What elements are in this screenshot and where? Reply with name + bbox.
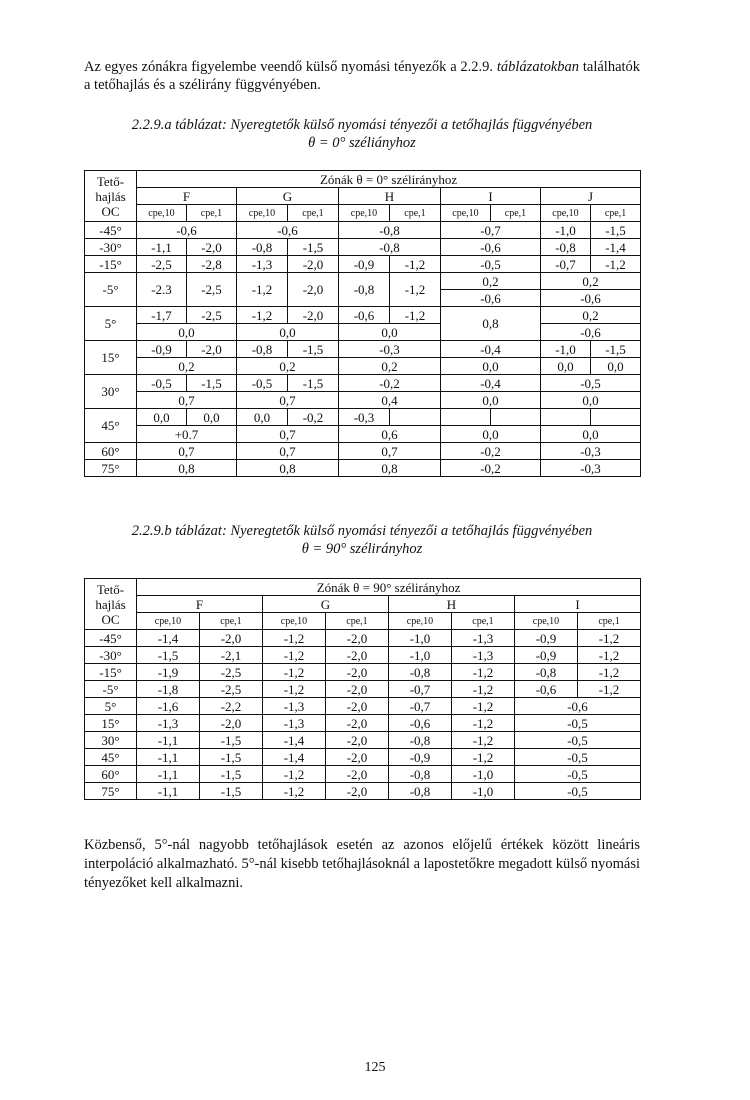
value-cell: -1,0 (452, 766, 515, 783)
sub-cpe1: cpe,1 (288, 205, 339, 222)
value-cell: -1,2 (263, 630, 326, 647)
value-cell: -2,0 (288, 273, 339, 307)
table-row (85, 749, 641, 766)
value-cell: -1,0 (389, 630, 452, 647)
angle-header (85, 579, 137, 630)
angle-cell: 15° (85, 715, 137, 732)
value-cell: -1,2 (578, 664, 641, 681)
angle-header-line2: hajlás (95, 188, 126, 204)
value-cell: -1,5 (288, 375, 339, 392)
zone-header: Zónák θ = 90° szélirányhoz (137, 579, 641, 596)
value-cell: -0,5 (515, 783, 641, 800)
value-cell: -1,1 (137, 783, 200, 800)
angle-cell: 45° (85, 409, 137, 443)
value-cell: -2,5 (187, 307, 237, 324)
zone-g: G (263, 596, 389, 613)
empty-cell (591, 409, 641, 426)
value-cell: -0,5 (515, 749, 641, 766)
table-row (85, 409, 641, 426)
value-cell: -2,0 (326, 766, 389, 783)
value-cell: -1,0 (452, 783, 515, 800)
table-row (85, 783, 641, 800)
angle-cell: -15° (85, 256, 137, 273)
value-cell: -2,0 (326, 783, 389, 800)
value-cell: 0,2 (541, 307, 641, 324)
value-cell: 0,0 (541, 358, 591, 375)
value-cell: +0.7 (137, 426, 237, 443)
angle-cell: -45° (85, 630, 137, 647)
value-cell: -0,6 (389, 715, 452, 732)
value-cell: -1,3 (263, 698, 326, 715)
value-cell: -2,1 (200, 647, 263, 664)
table-row (85, 766, 641, 783)
angle-cell: 75° (85, 783, 137, 800)
table-row (85, 222, 641, 239)
page-number: 125 (364, 1060, 386, 1075)
value-cell: -1,1 (137, 239, 187, 256)
value-cell: -2,0 (187, 341, 237, 358)
table-b-caption-line2: θ = 90° szélirányhoz (301, 541, 423, 557)
value-cell: -1,2 (263, 664, 326, 681)
value-cell: -1,2 (452, 715, 515, 732)
value-cell: -0,8 (389, 732, 452, 749)
table-row (85, 664, 641, 681)
angle-cell: 5° (85, 698, 137, 715)
table-row (85, 392, 641, 409)
value-cell: 0,8 (137, 460, 237, 477)
value-cell: 0,7 (137, 392, 237, 409)
value-cell: -0,8 (339, 222, 441, 239)
value-cell: -0,6 (339, 307, 390, 324)
sub-cpe10: cpe,10 (541, 205, 591, 222)
value-cell: 0,6 (339, 426, 441, 443)
angle-cell: 45° (85, 749, 137, 766)
table-row (85, 715, 641, 732)
value-cell: -1,5 (591, 341, 641, 358)
value-cell: -2,5 (200, 681, 263, 698)
value-cell: -0,6 (541, 290, 641, 307)
value-cell: -1,2 (578, 681, 641, 698)
value-cell: -1,2 (390, 307, 441, 324)
value-cell: -0,3 (339, 341, 441, 358)
value-cell: -1,5 (200, 749, 263, 766)
value-cell: -1,2 (452, 698, 515, 715)
value-cell: -1,5 (200, 766, 263, 783)
value-cell: -0,8 (515, 664, 578, 681)
value-cell: -0,9 (339, 256, 390, 273)
zone-g: G (237, 188, 339, 205)
value-cell: -0,8 (237, 239, 288, 256)
value-cell: 0,0 (137, 324, 237, 341)
value-cell: -1,2 (263, 766, 326, 783)
table-row (85, 698, 641, 715)
value-cell: -2,0 (200, 715, 263, 732)
value-cell: -1,2 (578, 647, 641, 664)
value-cell: -0,5 (137, 375, 187, 392)
value-cell: -0,9 (389, 749, 452, 766)
value-cell: -0,6 (441, 290, 541, 307)
value-cell: -1,3 (263, 715, 326, 732)
value-cell: -1,0 (389, 647, 452, 664)
value-cell: -0,5 (441, 256, 541, 273)
table-row (85, 239, 641, 256)
zone-h: H (339, 188, 441, 205)
zone-j: J (541, 188, 641, 205)
value-cell: -0,6 (441, 239, 541, 256)
table-b-caption (84, 522, 640, 558)
angle-cell: -30° (85, 647, 137, 664)
value-cell: -2,0 (288, 256, 339, 273)
value-cell: -2,5 (187, 273, 237, 307)
value-cell: -2,0 (326, 647, 389, 664)
value-cell: -0,7 (389, 681, 452, 698)
value-cell: -1,5 (591, 222, 641, 239)
zone-f: F (137, 188, 237, 205)
value-cell: -0,5 (515, 715, 641, 732)
sub-cpe10: cpe,10 (441, 205, 491, 222)
value-cell: -1,2 (390, 273, 441, 307)
value-cell: 0,0 (591, 358, 641, 375)
table-row (85, 307, 641, 324)
table-row (85, 324, 641, 341)
value-cell: 0,2 (541, 273, 641, 290)
value-cell: 0,0 (137, 409, 187, 426)
angle-cell: -5° (85, 681, 137, 698)
value-cell: -0,8 (541, 239, 591, 256)
value-cell: -0,8 (389, 664, 452, 681)
intro-text-italic: táblázatokban (496, 59, 580, 75)
table-a-caption-line1: 2.2.9.a táblázat: Nyeregtetők külső nyomási tényezői a tetőhajlás függvényében (131, 117, 593, 133)
sub-cpe1: cpe,1 (187, 205, 237, 222)
footer-paragraph: Közbenső, 5°-nál nagyobb tetőhajlások esetén az azonos előjelű értékek között lineáris interpoláció alkalmazható. 5°-nál kisebb tetőhajlásoknál a lapostetőkre megadott külső nyomási tényezőket kell alkalmazni. (84, 837, 640, 891)
table-b (84, 578, 641, 800)
value-cell: -0,9 (515, 647, 578, 664)
table-b-caption-line1: 2.2.9.b táblázat: Nyeregtetők külső nyomási tényezői a tetőhajlás függvényében (131, 523, 593, 539)
value-cell: -0,3 (339, 409, 390, 426)
value-cell: -1,2 (263, 647, 326, 664)
value-cell: -1,1 (137, 766, 200, 783)
value-cell: -1,3 (237, 256, 288, 273)
angle-cell: 30° (85, 375, 137, 409)
empty-cell (441, 409, 491, 426)
sub-cpe1: cpe,1 (491, 205, 541, 222)
value-cell: -2,2 (200, 698, 263, 715)
value-cell: 0,8 (441, 307, 541, 341)
value-cell: -0,6 (541, 324, 641, 341)
value-cell: -2,0 (326, 698, 389, 715)
value-cell: -0,2 (339, 375, 441, 392)
value-cell: -0,5 (237, 375, 288, 392)
value-cell: 0,7 (237, 426, 339, 443)
value-cell: -1,7 (137, 307, 187, 324)
table-row (85, 732, 641, 749)
value-cell: 0,2 (441, 273, 541, 290)
angle-cell: 60° (85, 766, 137, 783)
value-cell: 0,0 (441, 358, 541, 375)
value-cell: 0,7 (237, 392, 339, 409)
value-cell: -0,6 (515, 698, 641, 715)
angle-header-line3: OC (101, 611, 120, 627)
value-cell: 0,2 (137, 358, 237, 375)
sub-cpe1: cpe,1 (390, 205, 441, 222)
value-cell: -0,8 (339, 239, 441, 256)
angle-header (85, 171, 137, 222)
value-cell: -1,8 (137, 681, 200, 698)
value-cell: -2,0 (326, 664, 389, 681)
value-cell: -2,0 (326, 749, 389, 766)
value-cell: -0,2 (288, 409, 339, 426)
value-cell: 0,8 (339, 460, 441, 477)
value-cell: -2.3 (137, 273, 187, 307)
value-cell: 0,7 (339, 443, 441, 460)
sub-cpe10: cpe,10 (137, 613, 200, 630)
value-cell: -1,2 (452, 749, 515, 766)
empty-cell (390, 409, 441, 426)
value-cell: -1,5 (137, 647, 200, 664)
value-cell: -0,4 (441, 375, 541, 392)
angle-cell: 5° (85, 307, 137, 341)
value-cell: -1,6 (137, 698, 200, 715)
table-a-caption (84, 116, 640, 152)
value-cell: -1,3 (452, 630, 515, 647)
value-cell: -0,3 (541, 443, 641, 460)
value-cell: 0,0 (541, 426, 641, 443)
value-cell: 0,8 (237, 460, 339, 477)
value-cell: -0,2 (441, 443, 541, 460)
angle-header-line2: hajlás (95, 596, 126, 612)
intro-text-1: Az egyes zónákra figyelembe veendő külső nyomási tényezők a 2.2.9. (84, 59, 494, 75)
table-row (85, 630, 641, 647)
value-cell: -1,4 (263, 732, 326, 749)
table-row (85, 358, 641, 375)
sub-cpe1: cpe,1 (591, 205, 641, 222)
value-cell: -1,5 (200, 732, 263, 749)
sub-cpe10: cpe,10 (515, 613, 578, 630)
zone-f: F (137, 596, 263, 613)
value-cell: -0,6 (515, 681, 578, 698)
value-cell: -0,4 (441, 341, 541, 358)
value-cell: -2,0 (326, 630, 389, 647)
value-cell: -1,2 (452, 732, 515, 749)
value-cell: 0,0 (187, 409, 237, 426)
value-cell: -1,5 (200, 783, 263, 800)
value-cell: -2,0 (200, 630, 263, 647)
value-cell: -1,4 (137, 630, 200, 647)
value-cell: 0,0 (237, 324, 339, 341)
value-cell: -2,0 (326, 732, 389, 749)
table-row (85, 256, 641, 273)
zone-i: I (441, 188, 541, 205)
value-cell: 0,4 (339, 392, 441, 409)
value-cell: -0,5 (541, 375, 641, 392)
value-cell: 0,2 (339, 358, 441, 375)
table-row (85, 375, 641, 392)
angle-header-line1: Tető- (96, 581, 125, 597)
value-cell: -1,0 (541, 341, 591, 358)
value-cell: -0,5 (515, 766, 641, 783)
value-cell: -1,2 (452, 681, 515, 698)
value-cell: -0,7 (541, 256, 591, 273)
angle-cell: -45° (85, 222, 137, 239)
value-cell: -2,5 (200, 664, 263, 681)
angle-header-line1: Tető- (96, 173, 125, 189)
empty-cell (541, 409, 591, 426)
value-cell: -1,3 (452, 647, 515, 664)
value-cell: -1,5 (288, 341, 339, 358)
value-cell: -0,8 (389, 783, 452, 800)
value-cell: 0,7 (237, 443, 339, 460)
angle-cell: 30° (85, 732, 137, 749)
value-cell: 0,0 (441, 392, 541, 409)
value-cell: -0,8 (339, 273, 390, 307)
angle-cell: 60° (85, 443, 137, 460)
value-cell: -0,5 (515, 732, 641, 749)
value-cell: -0,9 (137, 341, 187, 358)
table-row (85, 273, 641, 290)
value-cell: -0,7 (389, 698, 452, 715)
value-cell: -1,5 (288, 239, 339, 256)
table-row (85, 341, 641, 358)
value-cell: -2,0 (326, 681, 389, 698)
sub-cpe1: cpe,1 (326, 613, 389, 630)
value-cell: -1,2 (591, 256, 641, 273)
value-cell: -0,6 (237, 222, 339, 239)
empty-cell (491, 409, 541, 426)
angle-cell: -5° (85, 273, 137, 307)
value-cell: -1,0 (541, 222, 591, 239)
value-cell: -1,2 (578, 630, 641, 647)
value-cell: -1,2 (452, 664, 515, 681)
table-row (85, 647, 641, 664)
table-a (84, 170, 641, 477)
value-cell: 0,0 (541, 392, 641, 409)
sub-cpe10: cpe,10 (137, 205, 187, 222)
table-a-caption-line2: θ = 0° széliányhoz (308, 135, 416, 151)
value-cell: 0,7 (137, 443, 237, 460)
sub-cpe10: cpe,10 (237, 205, 288, 222)
angle-cell: -15° (85, 664, 137, 681)
value-cell: -0,8 (389, 766, 452, 783)
value-cell: -1,2 (390, 256, 441, 273)
table-row (85, 681, 641, 698)
zone-i: I (515, 596, 641, 613)
intro-text-2: találhatók a tetőhajlás és a szélirány függvényében. (84, 59, 641, 93)
value-cell: -1,2 (263, 681, 326, 698)
table-row (85, 460, 641, 477)
value-cell: -1,9 (137, 664, 200, 681)
zone-header: Zónák θ = 0° szélirányhoz (137, 171, 641, 188)
value-cell: -0,8 (237, 341, 288, 358)
value-cell: -1,1 (137, 732, 200, 749)
value-cell: -2,0 (288, 307, 339, 324)
intro-paragraph (84, 58, 640, 94)
table-row (85, 426, 641, 443)
zone-h: H (389, 596, 515, 613)
value-cell: -0,6 (137, 222, 237, 239)
table-row (85, 443, 641, 460)
value-cell: -0,3 (541, 460, 641, 477)
sub-cpe1: cpe,1 (452, 613, 515, 630)
value-cell: -0,2 (441, 460, 541, 477)
value-cell: -2,5 (137, 256, 187, 273)
value-cell: -1,3 (137, 715, 200, 732)
value-cell: -2,0 (326, 715, 389, 732)
sub-cpe10: cpe,10 (389, 613, 452, 630)
value-cell: -2,8 (187, 256, 237, 273)
value-cell: 0,0 (339, 324, 441, 341)
angle-cell: -30° (85, 239, 137, 256)
value-cell: -1,2 (263, 783, 326, 800)
angle-cell: 15° (85, 341, 137, 375)
value-cell: 0,2 (237, 358, 339, 375)
sub-cpe10: cpe,10 (339, 205, 390, 222)
value-cell: -1,4 (263, 749, 326, 766)
angle-cell: 75° (85, 460, 137, 477)
value-cell: -0,7 (441, 222, 541, 239)
sub-cpe10: cpe,10 (263, 613, 326, 630)
value-cell: -1,2 (237, 273, 288, 307)
value-cell: -1,4 (591, 239, 641, 256)
value-cell: -1,1 (137, 749, 200, 766)
sub-cpe1: cpe,1 (200, 613, 263, 630)
value-cell: -2,0 (187, 239, 237, 256)
value-cell: -0,9 (515, 630, 578, 647)
angle-header-line3: OC (101, 203, 120, 219)
value-cell: -1,2 (237, 307, 288, 324)
sub-cpe1: cpe,1 (578, 613, 641, 630)
value-cell: -1,5 (187, 375, 237, 392)
value-cell: 0,0 (237, 409, 288, 426)
value-cell: 0,0 (441, 426, 541, 443)
